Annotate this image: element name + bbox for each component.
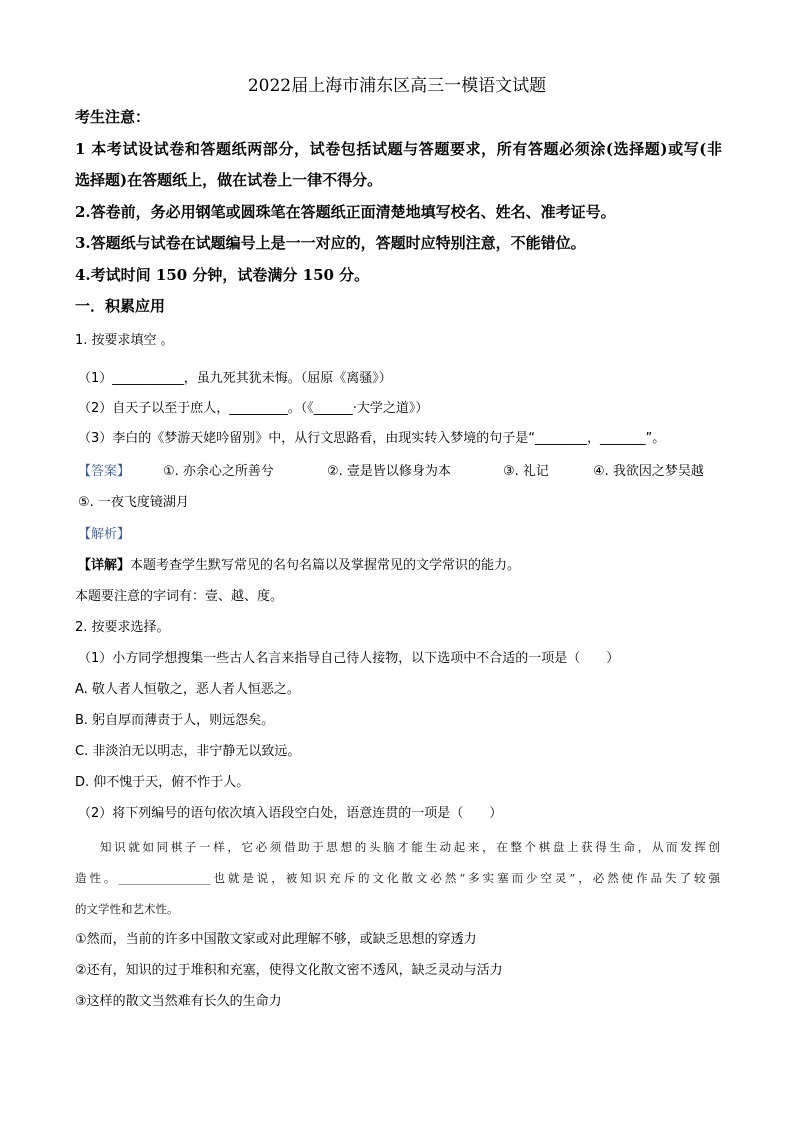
sentence-option-2: ②还有，知识的过于堆积和充塞，使得文化散文密不透风，缺乏灵动与活力 — [75, 963, 503, 978]
sentence-option-1: ①然而，当前的许多中国散文家或对此理解不够，或缺乏思想的穿透力 — [75, 932, 477, 947]
answer-label: 【答案】 — [78, 464, 131, 479]
option-b: B. 躬自厚而薄责于人，则远怨矣。 — [75, 713, 275, 728]
notice-line-4: 4.考试时间 150 分钟，试卷满分 150 分。 — [75, 266, 370, 284]
page-title: 2022届上海市浦东区高三一模语文试题 — [247, 76, 547, 96]
question2-sub2-stem: （2）将下列编号的语句依次填入语段空白处，语意连贯的一项是（ ） — [78, 806, 503, 821]
answer-1: ①. 亦余心之所善兮 — [163, 464, 274, 479]
question1-item-3: （3）李白的《梦游天姥吟留别》中，从行文思路看，由现实转入梦境的句子是“________，_______”。 — [78, 431, 666, 446]
notice-line-1b: 选择题)在答题纸上，做在试卷上一律不得分。 — [75, 171, 383, 189]
answer-4: ④. 我欲因之梦吴越 — [593, 464, 704, 479]
option-a: A. 敬人者人恒敬之，恶人者人恒恶之。 — [75, 682, 300, 697]
notice-line-3: 3.答题纸与试卷在试题编号上是一一对应的，答题时应特别注意，不能错位。 — [75, 234, 586, 252]
detail-note: 本题要注意的字词有：壹、越、度。 — [75, 589, 284, 604]
detail-text: 本题考查学生默写常见的名句名篇以及掌握常见的文学常识的能力。 — [130, 558, 521, 573]
answer-3: ③. 礼记 — [503, 464, 549, 479]
answer-5: ⑤. 一夜飞度镜湖月 — [78, 495, 189, 510]
option-c: C. 非淡泊无以明志，非宁静无以致远。 — [75, 744, 301, 759]
answer-2: ②. 壹是皆以修身为本 — [327, 464, 451, 479]
passage-line-3: 的文学性和艺术性。 — [75, 902, 179, 916]
option-d: D. 仰不愧于天，俯不怍于人。 — [75, 775, 250, 790]
detail-row — [78, 556, 520, 576]
question2-sub1-stem: （1）小方同学想搜集一些古人名言来指导自己待人接物，以下选项中不合适的一项是（ ） — [78, 651, 620, 666]
question2-prompt: 2. 按要求选择。 — [75, 620, 170, 635]
notice-line-2: 2.答卷前，务必用钢笔或圆珠笔在答题纸正面清楚地填写校名、姓名、准考证号。 — [75, 203, 616, 221]
section-heading: 一．积累应用 — [75, 297, 166, 315]
question1-prompt: 1. 按要求填空 。 — [75, 333, 174, 348]
passage-line-1: 知识就如同棋子一样，它必须借助于思想的头脑才能生动起来，在整个棋盘上获得生命，从而发挥创 — [100, 840, 720, 854]
passage-line-2: 造性。________________也就是说，被知识充斥的文化散文必然“多实塞而少空灵”，必然使作品失了较强 — [75, 871, 720, 885]
detail-label: 【详解】 — [78, 558, 131, 573]
notice-heading: 考生注意： — [75, 108, 151, 126]
answer-row — [0, 462, 794, 482]
sentence-option-3: ③这样的散文当然难有长久的生命力 — [75, 994, 282, 1009]
question1-item-2: （2）自天子以至于庶人，_________。（《______·大学之道》） — [78, 401, 429, 416]
analysis-label: 【解析】 — [78, 527, 131, 542]
notice-line-1a: 1 本考试设试卷和答题纸两部分，试卷包括试题与答题要求，所有答题必须涂(选择题)或写(非 — [75, 140, 722, 158]
question1-item-1: （1）___________，虽九死其犹未悔。（屈原《离骚》） — [78, 371, 392, 386]
